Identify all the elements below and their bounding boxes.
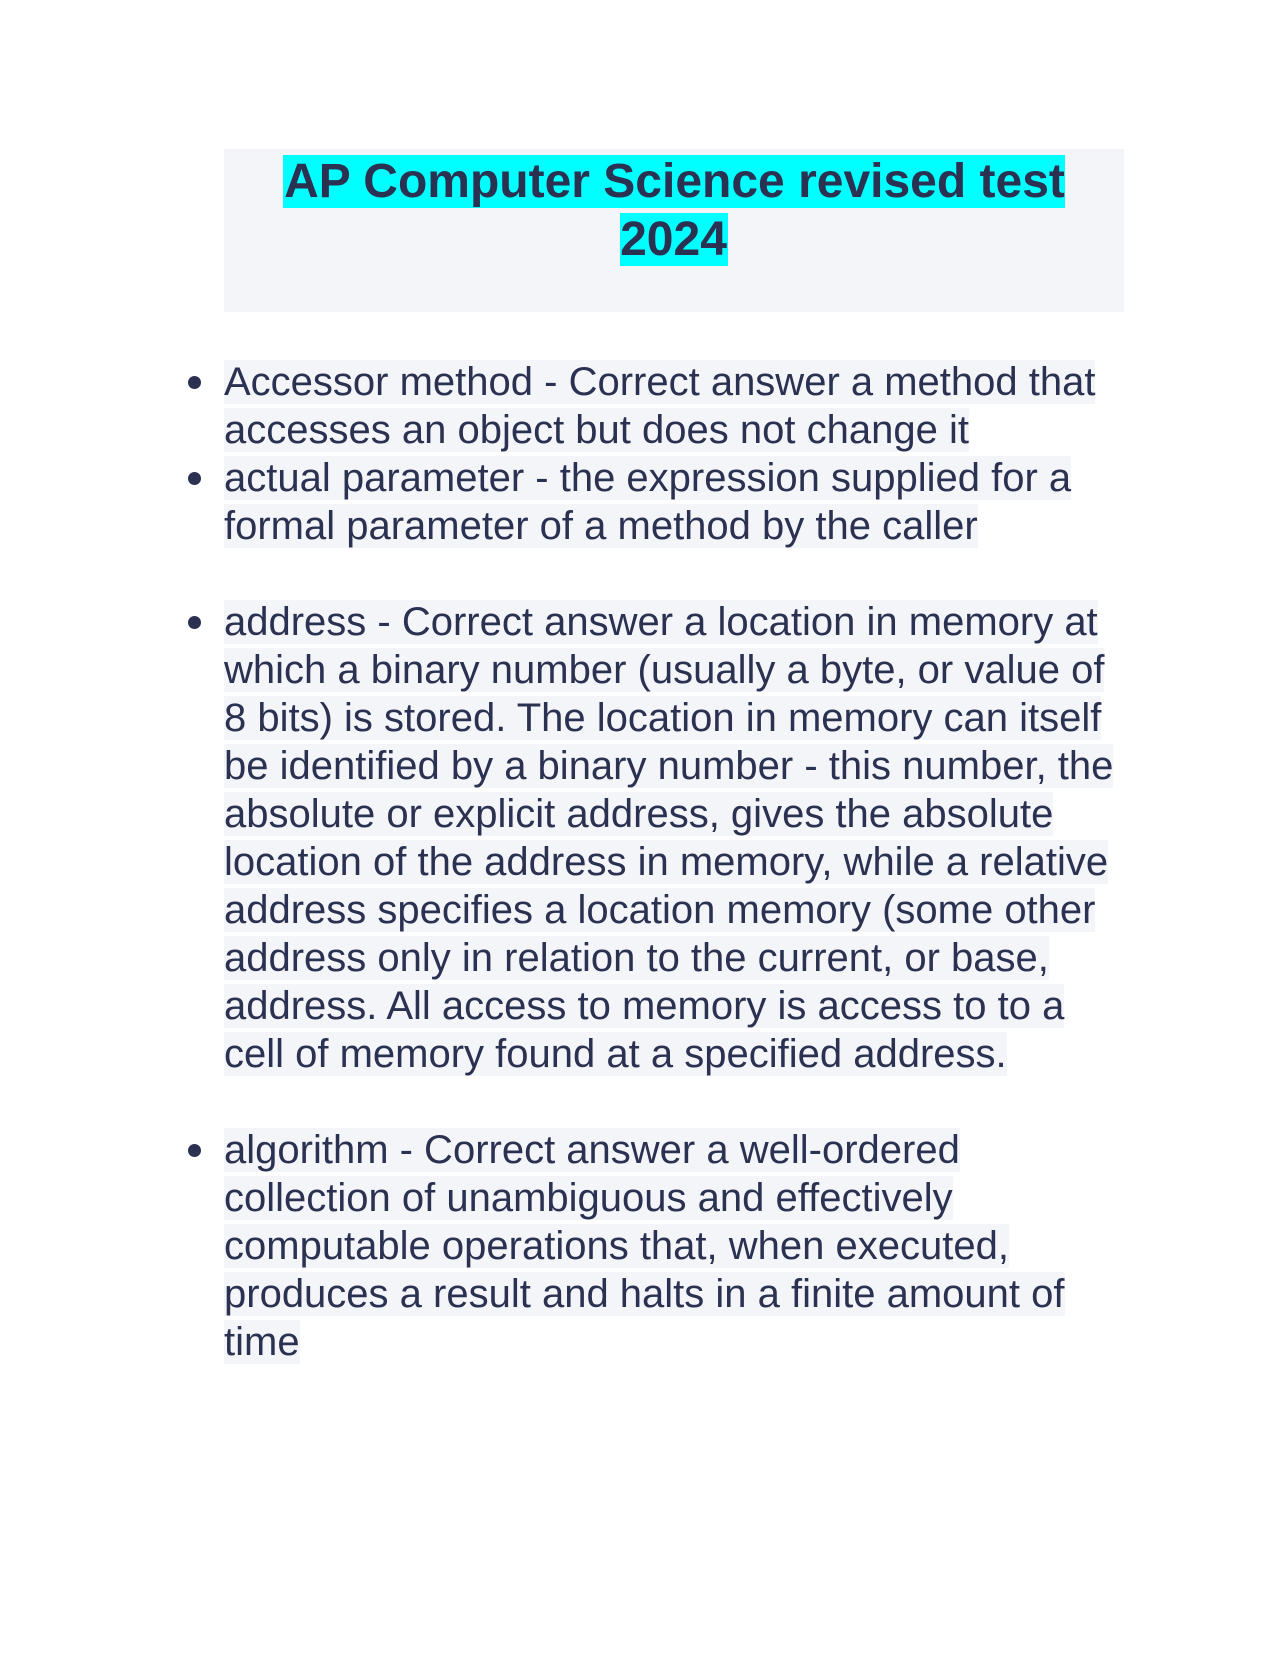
terms-list [224,358,1124,1366]
bullet-icon [188,376,201,389]
list-item [224,598,1124,1078]
title-block [224,149,1124,312]
term-text: algorithm - Correct answer a well-ordered collection of unambiguous and effectively computable operations that, when executed, produces a result and halts in a finite amount of time [224,1128,1065,1364]
term-text: Accessor method - Correct answer a method that accesses an object but does not change it [224,360,1096,452]
list-item [224,358,1124,454]
bullet-icon [188,472,201,485]
list-item [224,1126,1124,1366]
bullet-icon [188,616,201,629]
term-text: actual parameter - the expression supplied for a formal parameter of a method by the caller [224,456,1072,548]
bullet-icon [188,1144,201,1157]
terms-section [224,358,1124,1366]
term-text: address - Correct answer a location in memory at which a binary number (usually a byte, or value of 8 bits) is stored. The location in memory can itself be identified by a binary number - this number, the absolute or explicit address, gives the absolute location of the address in memory, while a relative address specifies a location memory (some other address only in relation to the current, or base, address. All access to memory is access to to a cell of memory found at a specified address. [224,600,1114,1076]
document-title-text: AP Computer Science revised test 2024 [284,155,1065,266]
document-title [224,149,1124,269]
list-item [224,454,1124,550]
